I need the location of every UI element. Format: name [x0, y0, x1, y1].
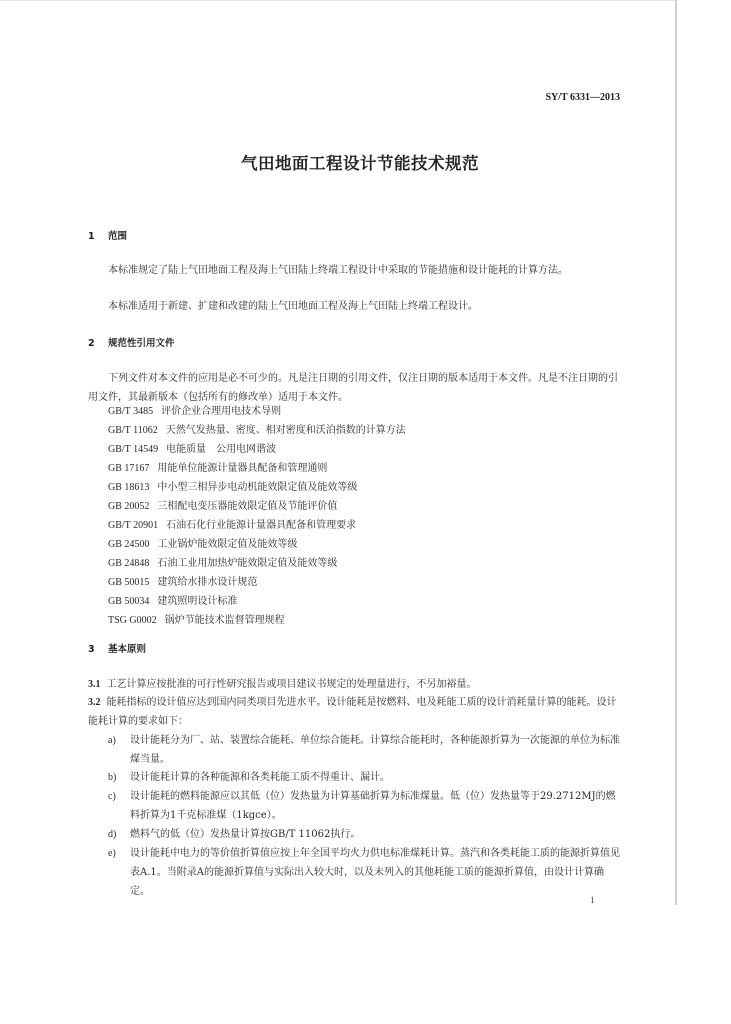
item-text: 设计能耗中电力的等价值折算值应按上年全国平均火力供电标准煤耗计算。蒸汽和各类耗能工质的能源折算值见表A.1。当附录A的能源折算值与实际出入较大时，以及未列入的其他耗能工质的能源折算值，由设计计算确定。 [130, 848, 620, 897]
reference-code: TSG G0002 [108, 615, 157, 626]
section-title: 基本原则 [108, 644, 147, 655]
reference-code: GB 20052 [108, 501, 150, 512]
section-number: 2 [88, 338, 95, 349]
reference-item [108, 459, 406, 478]
reference-item [108, 611, 406, 630]
reference-item [108, 421, 406, 440]
section-1-paragraph-2: 本标准适用于新建、扩建和改建的陆上气田地面工程及海上气田陆上终端工程设计。 [108, 301, 478, 312]
reference-code: GB 50015 [108, 577, 150, 588]
reference-title: 三相配电变压器能效限定值及节能评价值 [157, 501, 338, 512]
reference-code: GB 24500 [108, 539, 150, 550]
reference-item [108, 535, 406, 554]
reference-title: 石油石化行业能源计量器具配备和管理要求 [166, 520, 357, 531]
section-number: 3 [88, 644, 95, 655]
item-text: 设计能耗计算的各种能源和各类耗能工质不得重计、漏计。 [130, 772, 390, 783]
reference-title: 石油工业用加热炉能效限定值及能效等级 [157, 558, 338, 569]
clause-3-1 [88, 675, 620, 694]
item-mark: e) [108, 848, 116, 859]
reference-item [108, 554, 406, 573]
page-number: 1 [590, 895, 595, 905]
item-text: 设计能耗的燃料能源应以其低（位）发热量为计算基础折算为标准煤量。低（位）发热量等于29.2712MJ的燃料折算为1千克标准煤（1kgce）。 [130, 791, 616, 821]
reference-title: 工业锅炉能效限定值及能效等级 [157, 539, 298, 550]
reference-code: GB 50034 [108, 596, 150, 607]
reference-title: 用能单位能源计量器具配备和管理通则 [157, 463, 328, 474]
reference-title: 天然气发热量、密度、相对密度和沃泊指数的计算方法 [165, 425, 406, 436]
reference-item [108, 402, 406, 421]
reference-code: GB/T 14549 [108, 444, 159, 455]
scan-right-edge [675, 0, 677, 905]
reference-code: GB/T 11062 [108, 425, 158, 436]
reference-title: 建筑给水排水设计规范 [157, 577, 258, 588]
reference-title: 锅炉节能技术监督管理规程 [164, 615, 285, 626]
reference-code: GB/T 3485 [108, 406, 154, 417]
section-title: 规范性引用文件 [108, 338, 175, 349]
reference-title: 中小型三相异步电动机能效限定值及能效等级 [157, 482, 358, 493]
document-title: 气田地面工程设计节能技术规范 [241, 154, 479, 173]
section-1-paragraph-1: 本标准规定了陆上气田地面工程及海上气田陆上终端工程设计中采取的节能措施和设计能耗的计算方法。 [108, 265, 568, 276]
reference-item [108, 478, 406, 497]
section-number: 1 [88, 231, 95, 242]
reference-item [108, 573, 406, 592]
item-text: 设计能耗分为厂、站、装置综合能耗、单位综合能耗。计算综合能耗时，各种能源折算为一次能源的单位为标准煤当量。 [130, 735, 620, 765]
item-mark: a) [108, 735, 116, 746]
section-2-intro: 下列文件对本文件的应用是必不可少的。凡是注日期的引用文件，仅注日期的版本适用于本文件。凡是不注日期的引用文件，其最新版本（包括所有的修改单）适用于本文件。 [88, 373, 618, 403]
scan-top-edge [0, 0, 676, 1]
item-mark: b) [108, 772, 117, 783]
reference-title: 电能质量 公用电网谐波 [166, 444, 277, 455]
reference-item [108, 592, 406, 611]
reference-code: GB/T 20901 [108, 520, 159, 531]
reference-code: GB 24848 [108, 558, 150, 569]
reference-list [108, 402, 406, 630]
section-title: 范围 [108, 231, 128, 242]
clause-item-c [108, 787, 620, 825]
clause-item-a [108, 731, 620, 769]
clause-number: 3.1 [88, 679, 101, 690]
reference-item [108, 497, 406, 516]
section-2-heading [88, 335, 175, 349]
clause-text: 工艺计算应按批准的可行性研究报告或项目建议书规定的处理量进行，不另加裕量。 [106, 679, 477, 690]
reference-item [108, 516, 406, 535]
clause-item-b [108, 768, 620, 787]
reference-item [108, 440, 406, 459]
clause-item-d [108, 825, 620, 844]
standard-code: SY/T 6331—2013 [545, 92, 620, 103]
reference-code: GB 17167 [108, 463, 150, 474]
reference-title: 建筑照明设计标准 [157, 596, 238, 607]
clause-number: 3.2 [88, 697, 101, 708]
reference-code: GB 18613 [108, 482, 150, 493]
clause-3-2 [88, 693, 620, 731]
item-text: 燃料气的低（位）发热量计算按GB/T 11062执行。 [130, 829, 361, 840]
clause-text: 能耗指标的设计值应达到国内同类项目先进水平。设计能耗是按燃料、电及耗能工质的设计消耗量计算的能耗。设计能耗计算的要求如下： [88, 697, 617, 727]
clause-item-e [108, 844, 620, 901]
reference-title: 评价企业合理用电技术导则 [161, 406, 282, 417]
item-mark: d) [108, 829, 117, 840]
section-1-heading [88, 228, 127, 242]
section-3-heading [88, 641, 146, 655]
item-mark: c) [108, 791, 116, 802]
